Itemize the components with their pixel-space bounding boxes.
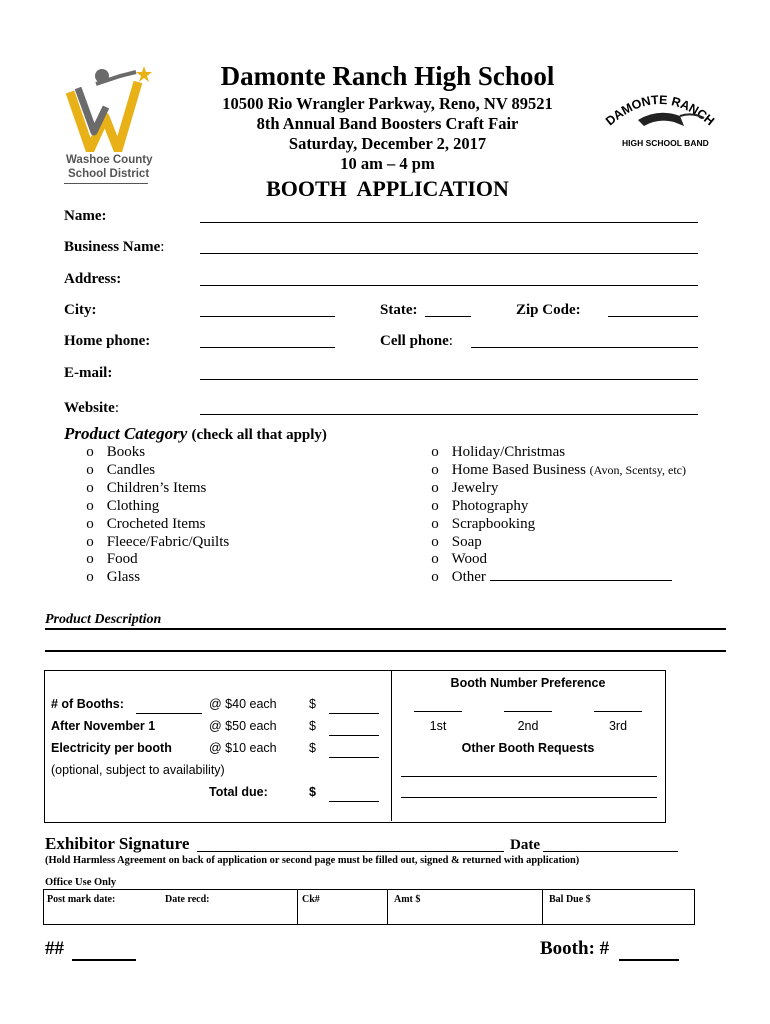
school-district-emblem-icon [60,62,160,152]
checkbox-bullet-icon[interactable]: o [86,479,94,496]
category-label: Wood [451,551,487,568]
category-list-left [77,444,377,587]
check-number-cell: Ck# [302,894,320,905]
product-description-line-1[interactable] [45,628,726,630]
category-list-right [422,444,722,587]
other-requests-field-2[interactable] [401,797,657,798]
after-nov-label: After November 1 [51,719,156,733]
city-label: City: [64,302,97,318]
category-option[interactable] [77,516,377,534]
signature-date-label: Date [510,837,540,853]
home-phone-label: Home phone: [64,333,151,349]
amount-cell: Amt $ [394,894,421,905]
zip-code-field[interactable] [608,316,698,317]
category-option[interactable] [422,516,722,534]
electricity-price: @ $10 each [209,741,277,755]
email-label: E-mail: [64,365,113,381]
booths-currency: $ [309,697,316,711]
band-logo [600,86,720,152]
office-use-heading: Office Use Only [45,877,117,888]
washoe-county-logo [60,62,160,188]
other-category-field[interactable] [490,580,672,581]
district-name-line2: School District [68,168,150,180]
category-option[interactable] [77,498,377,516]
checkbox-bullet-icon[interactable]: o [86,461,94,478]
category-label: Other [451,569,486,586]
checkbox-bullet-icon[interactable]: o [86,444,94,460]
signature-date-field[interactable] [543,851,678,852]
category-option[interactable] [422,569,722,587]
application-number-field[interactable] [72,959,136,961]
electricity-currency: $ [309,741,316,755]
after-nov-currency: $ [309,719,316,733]
category-option[interactable] [77,480,377,498]
preference-1st-label: 1st [429,719,447,733]
category-label: Photography [451,497,529,514]
hold-harmless-note: (Hold Harmless Agreement on back of application or second page must be filled out, signed & returned with application) [45,855,580,866]
category-label: Scrapbooking [451,515,536,532]
category-option[interactable] [422,462,722,480]
business-name-text: Business Name [64,239,161,255]
home-phone-field[interactable] [200,347,335,348]
category-note: (Avon, Scentsy, etc) [589,462,686,477]
email-field[interactable] [200,379,698,380]
business-name-label [64,239,164,256]
category-option[interactable] [77,444,377,462]
balance-due-cell: Bal Due $ [549,894,591,905]
booth-preference-heading: Booth Number Preference [450,676,606,690]
application-number-label: ## [45,938,64,959]
checkbox-bullet-icon[interactable]: o [431,551,439,568]
category-label: Candles [106,461,156,478]
product-category-title: Product Category [64,424,188,443]
form-title: BOOTH APPLICATION [266,176,509,201]
exhibitor-signature-label: Exhibitor Signature [45,834,190,853]
checkbox-bullet-icon[interactable]: o [86,551,94,568]
category-option[interactable] [77,569,377,587]
category-label: Fleece/Fabric/Quilts [106,533,230,550]
checkbox-bullet-icon[interactable]: o [86,533,94,550]
svg-text:DAMONTE RANCH [603,93,717,128]
name-field[interactable] [200,222,698,223]
state-label: State: [380,302,418,318]
band-logo-arc-icon [600,86,720,136]
booths-amount-field[interactable] [329,713,379,714]
category-label: Holiday/Christmas [451,444,566,460]
booths-price: @ $40 each [209,697,277,711]
cell-phone-colon: : [448,333,453,349]
checkbox-bullet-icon[interactable]: o [86,497,94,514]
electricity-note: (optional, subject to availability) [51,763,225,777]
category-option[interactable] [422,498,722,516]
school-address: 10500 Rio Wrangler Parkway, Reno, NV 89521 [222,94,553,113]
district-logo-underline [64,183,148,184]
cell-phone-text: Cell phone [380,333,449,349]
category-label: Glass [106,569,141,586]
event-time: 10 am – 4 pm [340,154,435,173]
category-option[interactable] [77,551,377,569]
category-option[interactable] [422,534,722,552]
checkbox-bullet-icon[interactable]: o [86,515,94,532]
category-option[interactable] [77,534,377,552]
category-label: Books [106,444,146,460]
after-nov-price: @ $50 each [209,719,277,733]
zip-code-label: Zip Code: [516,302,581,318]
website-field[interactable] [200,414,698,415]
total-due-label: Total due: [209,785,268,799]
preference-3rd-label: 3rd [608,719,628,733]
other-requests-field-1[interactable] [401,776,657,777]
product-description-label: Product Description [45,612,162,627]
category-label: Clothing [106,497,160,514]
category-label: Crocheted Items [106,515,206,532]
address-field[interactable] [200,285,698,286]
product-description-line-2[interactable] [45,650,726,652]
postmark-date-cell: Post mark date: [47,894,116,905]
checkbox-bullet-icon[interactable]: o [431,533,439,550]
product-category-heading [64,424,327,444]
cell-phone-label [380,333,453,350]
booth-number-field[interactable] [619,959,679,961]
checkbox-bullet-icon[interactable]: o [431,444,439,460]
website-text: Website [64,400,115,416]
business-name-field[interactable] [200,253,698,254]
exhibitor-signature-field[interactable] [197,851,504,852]
checkbox-bullet-icon[interactable]: o [431,479,439,496]
checkbox-bullet-icon[interactable]: o [86,569,94,586]
category-label: Jewelry [451,479,499,496]
event-name: 8th Annual Band Boosters Craft Fair [256,114,519,133]
electricity-label: Electricity per booth [51,741,172,755]
date-received-cell: Date recd: [165,894,210,905]
website-label [64,400,119,417]
category-label: Soap [451,533,482,550]
electricity-amount-field[interactable] [329,757,379,758]
band-logo-subtitle: HIGH SCHOOL BAND [622,138,709,148]
category-label: Home Based Business [451,461,586,478]
category-label: Food [106,551,138,568]
preference-2nd-field[interactable] [504,711,552,712]
booths-label: # of Booths: [51,697,124,711]
website-colon: : [114,400,120,416]
cell-phone-field[interactable] [471,347,698,348]
category-option[interactable] [422,444,722,462]
business-name-colon: : [160,239,165,255]
name-label: Name: [64,208,107,224]
product-category-note: (check all that apply) [191,427,327,443]
office-use-table [43,889,695,925]
district-name-line1: Washoe County [66,154,153,166]
category-option[interactable] [422,480,722,498]
checkbox-bullet-icon[interactable]: o [431,497,439,514]
band-logo-text: DAMONTE RANCH [603,92,717,129]
total-currency: $ [309,785,316,799]
after-nov-amount-field[interactable] [329,735,379,736]
checkbox-bullet-icon[interactable]: o [431,515,439,532]
preference-2nd-label: 2nd [517,719,539,733]
other-requests-heading: Other Booth Requests [461,741,595,755]
category-option[interactable] [422,551,722,569]
checkbox-bullet-icon[interactable]: o [431,461,439,478]
total-due-field[interactable] [329,801,379,802]
booth-number-label: Booth: # [540,938,610,959]
state-field[interactable] [425,316,471,317]
category-option[interactable] [77,462,377,480]
checkbox-bullet-icon[interactable]: o [431,569,439,586]
preference-1st-field[interactable] [414,711,462,712]
school-name: Damonte Ranch High School [220,61,555,91]
booths-count-field[interactable] [136,713,202,714]
city-field[interactable] [200,316,335,317]
preference-3rd-field[interactable] [594,711,642,712]
category-label: Children’s Items [106,479,207,496]
event-date: Saturday, December 2, 2017 [288,134,487,153]
address-label: Address: [64,271,122,287]
